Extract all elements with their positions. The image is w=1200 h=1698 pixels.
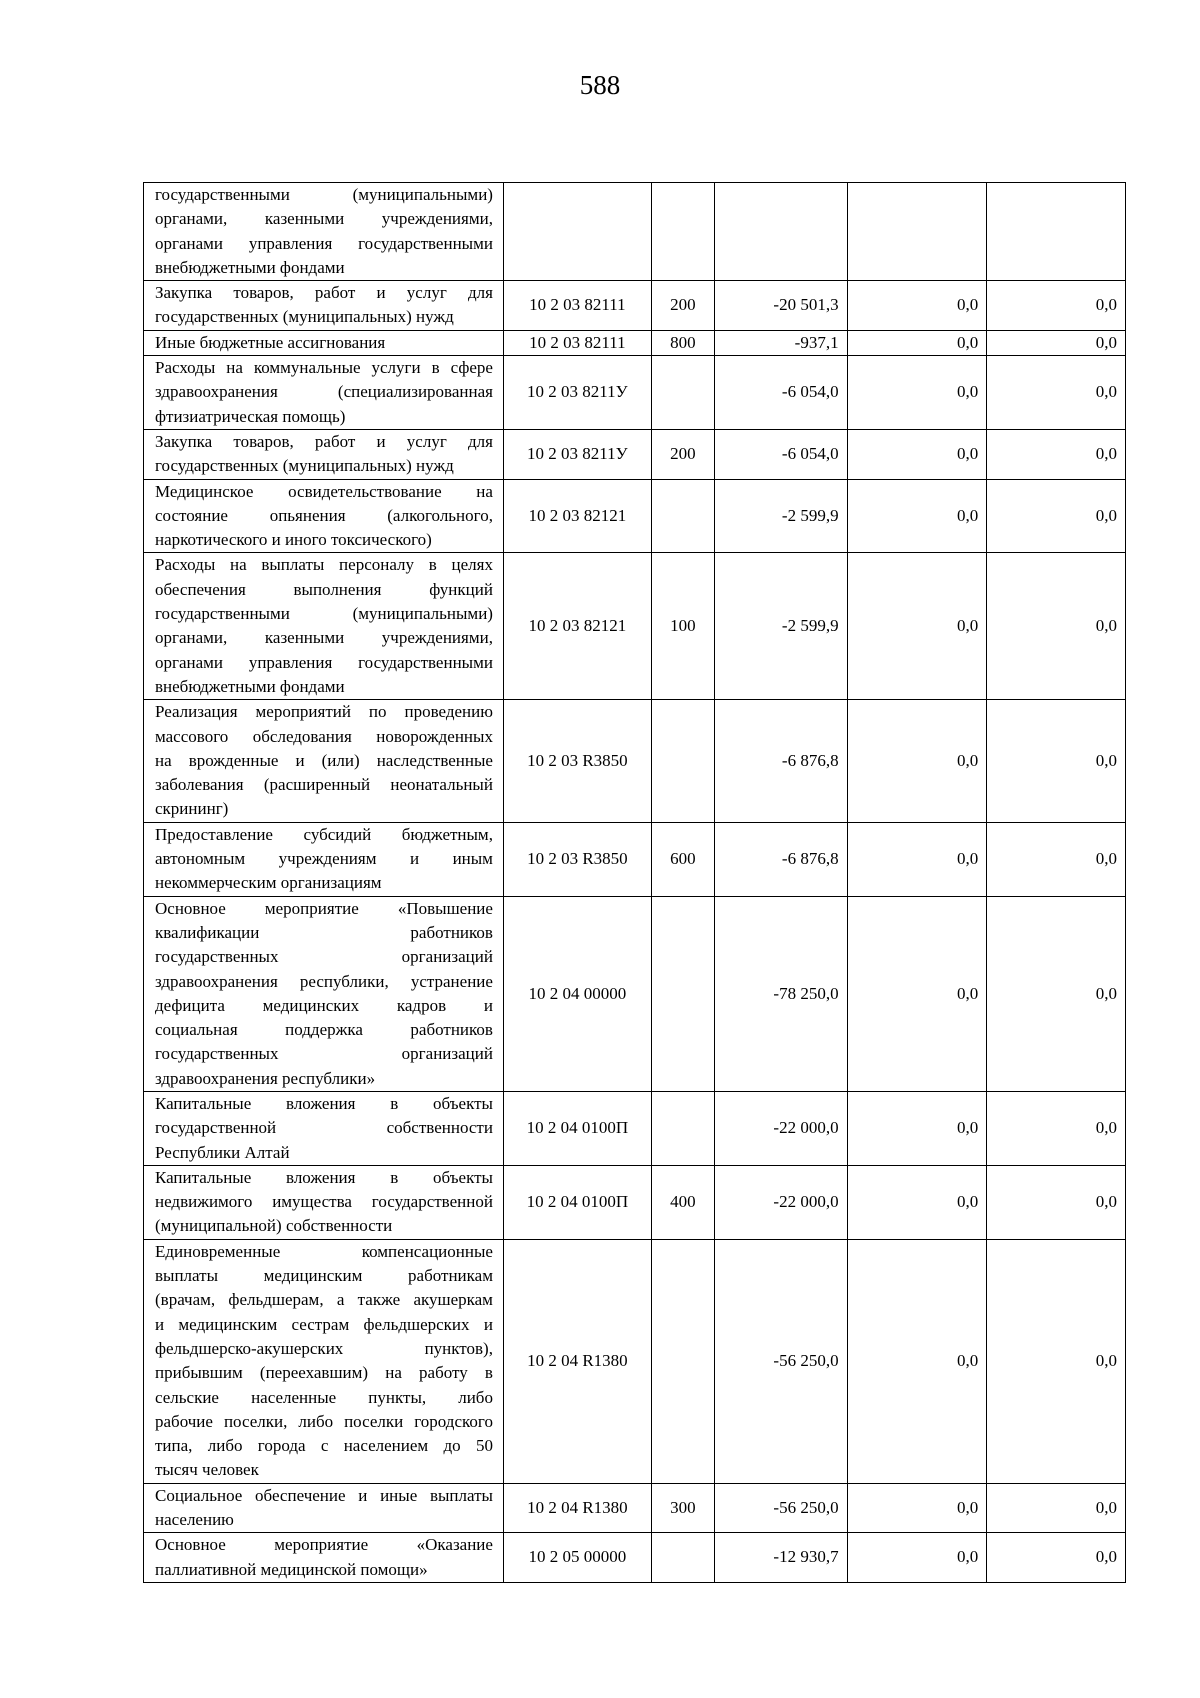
table-row	[144, 356, 1126, 430]
expense-name-cell	[144, 281, 504, 331]
expense-name-line: Основное мероприятие «Оказание	[155, 1535, 493, 1555]
change-amount-year-1: -937,1	[715, 330, 848, 355]
expense-name-line: типа, либо города с населением до 50	[155, 1436, 493, 1456]
change-amount-year-3: 0,0	[987, 700, 1126, 822]
expense-name-cell	[144, 553, 504, 700]
expense-name-line: Расходы на коммунальные услуги в сфере	[155, 358, 493, 378]
change-amount-year-3: 0,0	[987, 1165, 1126, 1239]
expense-type-code: 200	[651, 429, 714, 479]
expense-type-code	[651, 183, 714, 281]
change-amount-year-3: 0,0	[987, 281, 1126, 331]
budget-classification-code: 10 2 03 82121	[503, 553, 651, 700]
expense-name-line: органами, казенными учреждениями,	[155, 628, 493, 648]
expense-name-line: (врачам, фельдшерам, а также акушеркам	[155, 1290, 493, 1310]
change-amount-year-3	[987, 183, 1126, 281]
expense-name-cell	[144, 429, 504, 479]
change-amount-year-1: -78 250,0	[715, 896, 848, 1091]
expense-name-cell	[144, 479, 504, 553]
expense-name-line: Закупка товаров, работ и услуг для	[155, 431, 493, 451]
change-amount-year-2: 0,0	[847, 1239, 987, 1483]
expense-name-line: Расходы на выплаты персоналу в целях	[155, 555, 493, 575]
expense-name-line: паллиативной медицинской помощи»	[155, 1559, 428, 1579]
expense-name-line: недвижимого имущества государственной	[155, 1192, 493, 1212]
expense-name-line: обеспечения выполнения функций	[155, 579, 493, 599]
expense-name-cell	[144, 822, 504, 896]
table-body	[144, 183, 1126, 1583]
expense-type-code	[651, 1533, 714, 1583]
change-amount-year-3: 0,0	[987, 1483, 1126, 1533]
expense-type-code: 400	[651, 1165, 714, 1239]
expense-type-code: 100	[651, 553, 714, 700]
expense-name-line: (муниципальной) собственности	[155, 1216, 393, 1236]
change-amount-year-1	[715, 183, 848, 281]
expense-name-line: государственных (муниципальных) нужд	[155, 307, 454, 327]
budget-classification-code: 10 2 03 82111	[503, 330, 651, 355]
table-row	[144, 479, 1126, 553]
table-row	[144, 1533, 1126, 1583]
table-row	[144, 281, 1126, 331]
budget-classification-code: 10 2 03 8211У	[503, 429, 651, 479]
expense-type-code: 600	[651, 822, 714, 896]
change-amount-year-3: 0,0	[987, 1091, 1126, 1165]
budget-classification-code: 10 2 03 8211У	[503, 356, 651, 430]
expense-name-cell	[144, 1239, 504, 1483]
table-row	[144, 822, 1126, 896]
expense-name-line: Закупка товаров, работ и услуг для	[155, 283, 493, 303]
expense-name-cell	[144, 1533, 504, 1583]
change-amount-year-2: 0,0	[847, 896, 987, 1091]
expense-name-line: внебюджетными фондами	[155, 676, 345, 696]
expense-name-line: Капитальные вложения в объекты	[155, 1167, 493, 1187]
expense-name-line: Предоставление субсидий бюджетным,	[155, 824, 493, 844]
expense-name-line: Реализация мероприятий по проведению	[155, 702, 493, 722]
expense-name-cell	[144, 356, 504, 430]
budget-classification-code	[503, 183, 651, 281]
expense-name-cell	[144, 1165, 504, 1239]
expense-name-line: государственных организаций	[155, 1044, 493, 1064]
expense-name-line: государственной собственности	[155, 1118, 493, 1138]
change-amount-year-3: 0,0	[987, 429, 1126, 479]
budget-classification-code: 10 2 04 0100П	[503, 1165, 651, 1239]
expense-name-line: фтизиатрическая помощь)	[155, 406, 346, 426]
budget-classification-code: 10 2 03 82121	[503, 479, 651, 553]
expense-name-line: государственными (муниципальными)	[155, 185, 493, 204]
change-amount-year-2: 0,0	[847, 1483, 987, 1533]
change-amount-year-1: -20 501,3	[715, 281, 848, 331]
table-row	[144, 1239, 1126, 1483]
expense-name-line: массового обследования новорожденных	[155, 726, 493, 746]
change-amount-year-1: -2 599,9	[715, 553, 848, 700]
change-amount-year-3: 0,0	[987, 896, 1126, 1091]
change-amount-year-2: 0,0	[847, 281, 987, 331]
budget-table	[143, 182, 1126, 1583]
expense-type-code	[651, 356, 714, 430]
change-amount-year-1: -6 876,8	[715, 700, 848, 822]
change-amount-year-3: 0,0	[987, 553, 1126, 700]
table-row	[144, 429, 1126, 479]
change-amount-year-3: 0,0	[987, 822, 1126, 896]
expense-name-line: скрининг)	[155, 799, 229, 819]
expense-name-line: населению	[155, 1510, 234, 1530]
change-amount-year-2: 0,0	[847, 822, 987, 896]
expense-name-line: некоммерческим организациям	[155, 873, 382, 893]
expense-name-line: выплаты медицинским работникам	[155, 1266, 493, 1286]
change-amount-year-2	[847, 183, 987, 281]
expense-name-line: заболевания (расширенный неонатальный	[155, 775, 493, 795]
expense-name-line: Иные бюджетные ассигнования	[155, 332, 386, 352]
change-amount-year-1: -56 250,0	[715, 1239, 848, 1483]
change-amount-year-2: 0,0	[847, 700, 987, 822]
table-row	[144, 1091, 1126, 1165]
change-amount-year-1: -56 250,0	[715, 1483, 848, 1533]
expense-name-line: здравоохранения республики, устранение	[155, 971, 493, 991]
expense-name-line: дефицита медицинских кадров и	[155, 995, 493, 1015]
expense-name-line: государственными (муниципальными)	[155, 604, 493, 624]
expense-name-line: Социальное обеспечение и иные выплаты	[155, 1485, 493, 1505]
expense-name-cell	[144, 1483, 504, 1533]
change-amount-year-2: 0,0	[847, 553, 987, 700]
expense-name-line: на врожденные и (или) наследственные	[155, 750, 493, 770]
table-row	[144, 700, 1126, 822]
expense-name-line: внебюджетными фондами	[155, 257, 345, 277]
budget-classification-code: 10 2 03 R3850	[503, 700, 651, 822]
expense-name-line: Медицинское освидетельствование на	[155, 481, 493, 501]
expense-name-line: сельские населенные пункты, либо	[155, 1387, 493, 1407]
table-row	[144, 1483, 1126, 1533]
expense-name-line: государственных организаций	[155, 947, 493, 967]
expense-type-code: 300	[651, 1483, 714, 1533]
expense-name-cell	[144, 896, 504, 1091]
budget-classification-code: 10 2 04 R1380	[503, 1483, 651, 1533]
change-amount-year-1: -6 876,8	[715, 822, 848, 896]
budget-classification-code: 10 2 04 0100П	[503, 1091, 651, 1165]
change-amount-year-1: -12 930,7	[715, 1533, 848, 1583]
expense-type-code: 800	[651, 330, 714, 355]
change-amount-year-1: -22 000,0	[715, 1091, 848, 1165]
change-amount-year-2: 0,0	[847, 479, 987, 553]
table-row	[144, 1165, 1126, 1239]
change-amount-year-2: 0,0	[847, 330, 987, 355]
change-amount-year-2: 0,0	[847, 1091, 987, 1165]
change-amount-year-3: 0,0	[987, 356, 1126, 430]
expense-name-line: состояние опьянения (алкогольного,	[155, 505, 493, 525]
expense-type-code: 200	[651, 281, 714, 331]
table-row	[144, 896, 1126, 1091]
table-row	[144, 553, 1126, 700]
expense-name-line: рабочие поселки, либо поселки городского	[155, 1411, 493, 1431]
expense-name-line: прибывшим (переехавшим) на работу в	[155, 1363, 493, 1383]
change-amount-year-3: 0,0	[987, 1533, 1126, 1583]
change-amount-year-1: -6 054,0	[715, 429, 848, 479]
expense-name-line: социальная поддержка работников	[155, 1020, 493, 1040]
budget-classification-code: 10 2 03 R3850	[503, 822, 651, 896]
expense-name-line: наркотического и иного токсического)	[155, 530, 432, 550]
expense-name-cell	[144, 700, 504, 822]
page-number: 588	[579, 70, 621, 100]
expense-type-code	[651, 896, 714, 1091]
change-amount-year-1: -22 000,0	[715, 1165, 848, 1239]
expense-name-line: органами управления государственными	[155, 233, 493, 253]
budget-classification-code: 10 2 04 R1380	[503, 1239, 651, 1483]
expense-name-line: государственных (муниципальных) нужд	[155, 456, 454, 476]
change-amount-year-2: 0,0	[847, 429, 987, 479]
expense-type-code	[651, 1091, 714, 1165]
expense-name-cell	[144, 330, 504, 355]
table-row	[144, 330, 1126, 355]
change-amount-year-3: 0,0	[987, 1239, 1126, 1483]
expense-name-line: автономным учреждениям и иным	[155, 849, 493, 869]
expense-type-code	[651, 1239, 714, 1483]
expense-name-line: квалификации работников	[155, 922, 493, 942]
expense-type-code	[651, 479, 714, 553]
change-amount-year-2: 0,0	[847, 1165, 987, 1239]
expense-name-line: и медицинским сестрам фельдшерских и	[155, 1314, 493, 1334]
expense-name-cell	[144, 1091, 504, 1165]
expense-name-line: фельдшерско-акушерских пунктов),	[155, 1338, 493, 1358]
expense-name-line: Единовременные компенсационные	[155, 1241, 493, 1261]
expense-name-line: Республики Алтай	[155, 1142, 290, 1162]
change-amount-year-3: 0,0	[987, 479, 1126, 553]
expense-name-cell	[144, 183, 504, 281]
table-row	[144, 183, 1126, 281]
expense-name-line: органами управления государственными	[155, 652, 493, 672]
expense-name-line: Основное мероприятие «Повышение	[155, 898, 493, 918]
expense-name-line: тысяч человек	[155, 1460, 259, 1480]
expense-name-line: здравоохранения республики»	[155, 1068, 376, 1088]
change-amount-year-1: -2 599,9	[715, 479, 848, 553]
change-amount-year-2: 0,0	[847, 356, 987, 430]
budget-classification-code: 10 2 04 00000	[503, 896, 651, 1091]
expense-name-line: Капитальные вложения в объекты	[155, 1093, 493, 1113]
budget-classification-code: 10 2 05 00000	[503, 1533, 651, 1583]
expense-name-line: здравоохранения (специализированная	[155, 382, 493, 402]
change-amount-year-2: 0,0	[847, 1533, 987, 1583]
expense-type-code	[651, 700, 714, 822]
budget-classification-code: 10 2 03 82111	[503, 281, 651, 331]
change-amount-year-1: -6 054,0	[715, 356, 848, 430]
expense-name-line: органами, казенными учреждениями,	[155, 209, 493, 229]
change-amount-year-3: 0,0	[987, 330, 1126, 355]
